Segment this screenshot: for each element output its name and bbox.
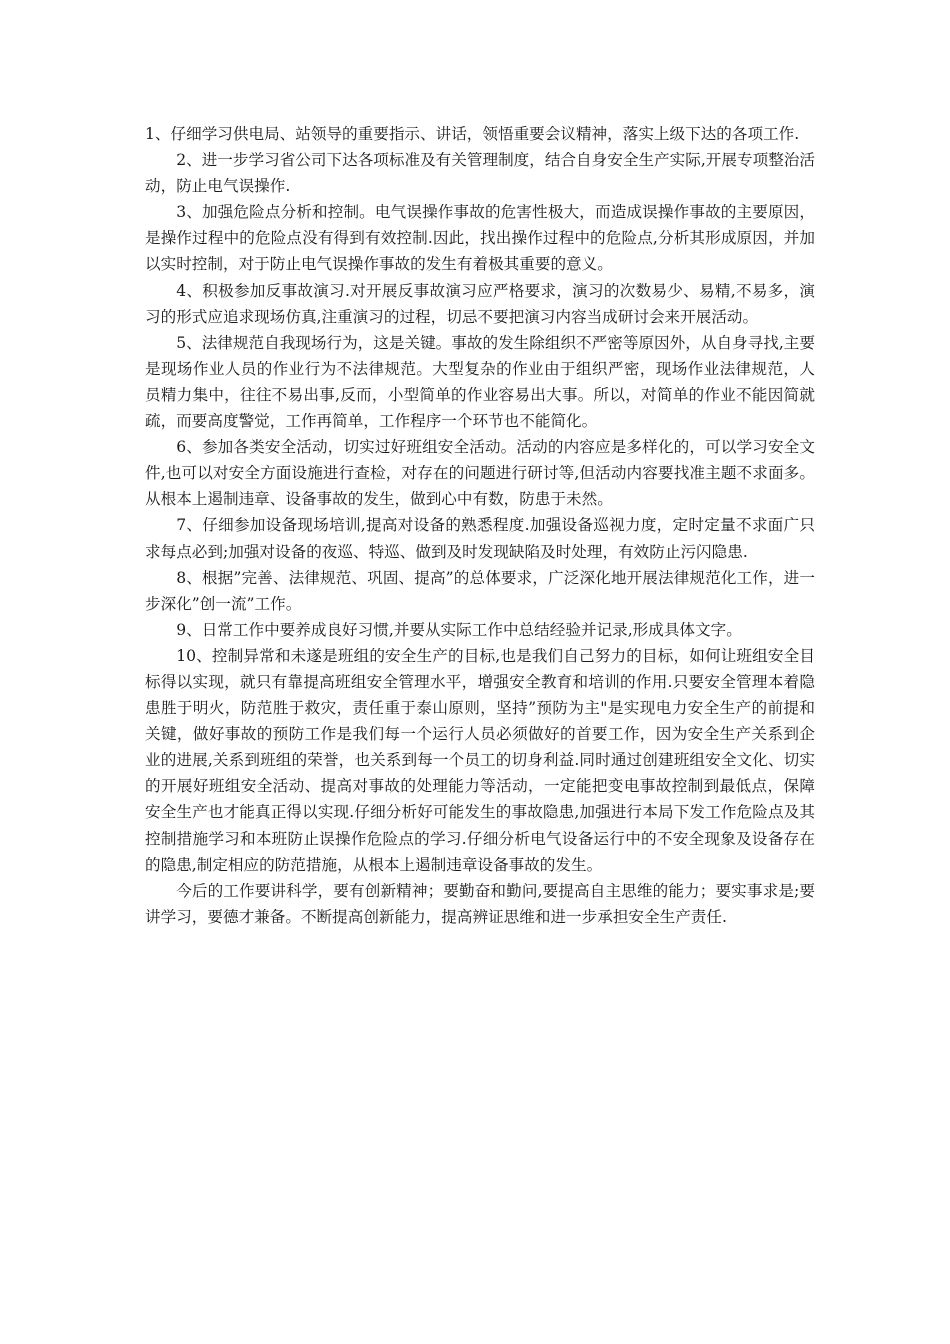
- paragraph-9: 9、日常工作中要养成良好习惯,并要从实际工作中总结经验并记录,形成具体文字。: [176, 620, 742, 639]
- paragraph-11: 今后的工作要讲科学，要有创新精神；要勤奋和勤问,要提高自主思维的能力；要实事求是;要讲学习，要德才兼备。不断提高创新能力，提高辨证思维和进一步承担安全生产责任.: [145, 881, 815, 926]
- paragraph-6: 6、参加各类安全活动，切实过好班组安全活动。活动的内容应是多样化的，可以学习安全文件,也可以对安全方面设施进行查检，对存在的问题进行研讨等,但活动内容要找准主题不求面多。从根本上遏制违章、设备事故的发生，做到心中有数，防患于未然。: [145, 438, 815, 509]
- paragraph-5: 5、法律规范自我现场行为，这是关键。事故的发生除组织不严密等原因外，从自身寻找,主要是现场作业人员的作业行为不法律规范。大型复杂的作业由于组织严密，现场作业法律规范，人员精力集中，往往不易出事,反而，小型简单的作业容易出大事。所以，对简单的作业不能因简就疏，而要高度警觉，工作再简单，工作程序一个环节也不能简化。: [145, 333, 815, 431]
- paragraph-4: 4、积极参加反事故演习.对开展反事故演习应严格要求，演习的次数易少、易精,不易多，演习的形式应追求现场仿真,注重演习的过程，切忌不要把演习内容当成研讨会来开展活动。: [145, 281, 815, 326]
- document-body: [145, 121, 815, 930]
- paragraph-7: 7、仔细参加设备现场培训,提高对设备的熟悉程度.加强设备巡视力度，定时定量不求面广只求每点必到;加强对设备的夜巡、特巡、做到及时发现缺陷及时处理，有效防止污闪隐患.: [145, 516, 815, 561]
- paragraph-10: 10、控制异常和未遂是班组的安全生产的目标,也是我们自己努力的目标，如何让班组安全目标得以实现，就只有靠提高班组安全管理水平，增强安全教育和培训的作用.只要安全管理本着隐患胜于明火，防范胜于救灾，责任重于泰山原则，坚持”预防为主"是实现电力安全生产的前提和关键，做好事故的预防工作是我们每一个运行人员必须做好的首要工作，因为安全生产关系到企业的进展,关系到班组的荣誉，也关系到每一个员工的切身利益.同时通过创建班组安全文化、切实的开展好班组安全活动、提高对事故的处理能力等活动，一定能把变电事故控制到最低点，保障安全生产也才能真正得以实现.仔细分析好可能发生的事故隐患,加强进行本局下发工作危险点及其控制措施学习和本班防止误操作危险点的学习.仔细分析电气设备运行中的不安全现象及设备存在的隐患,制定相应的防范措施，从根本上遏制违章设备事故的发生。: [145, 646, 815, 874]
- paragraph-2: 2、进一步学习省公司下达各项标准及有关管理制度，结合自身安全生产实际,开展专项整治活动，防止电气误操作.: [145, 151, 815, 196]
- paragraph-1: 1、仔细学习供电局、站领导的重要指示、讲话，领悟重要会议精神，落实上级下达的各项工作.: [145, 125, 800, 143]
- paragraph-3: 3、加强危险点分析和控制。电气误操作事故的危害性极大，而造成误操作事故的主要原因，是操作过程中的危险点没有得到有效控制.因此，找出操作过程中的危险点,分析其形成原因，并加以实时控制，对于防止电气误操作事故的发生有着极其重要的意义。: [145, 203, 815, 274]
- paragraph-8: 8、根据”完善、法律规范、巩固、提高”的总体要求，广泛深化地开展法律规范化工作，进一步深化”创一流”工作。: [145, 568, 815, 613]
